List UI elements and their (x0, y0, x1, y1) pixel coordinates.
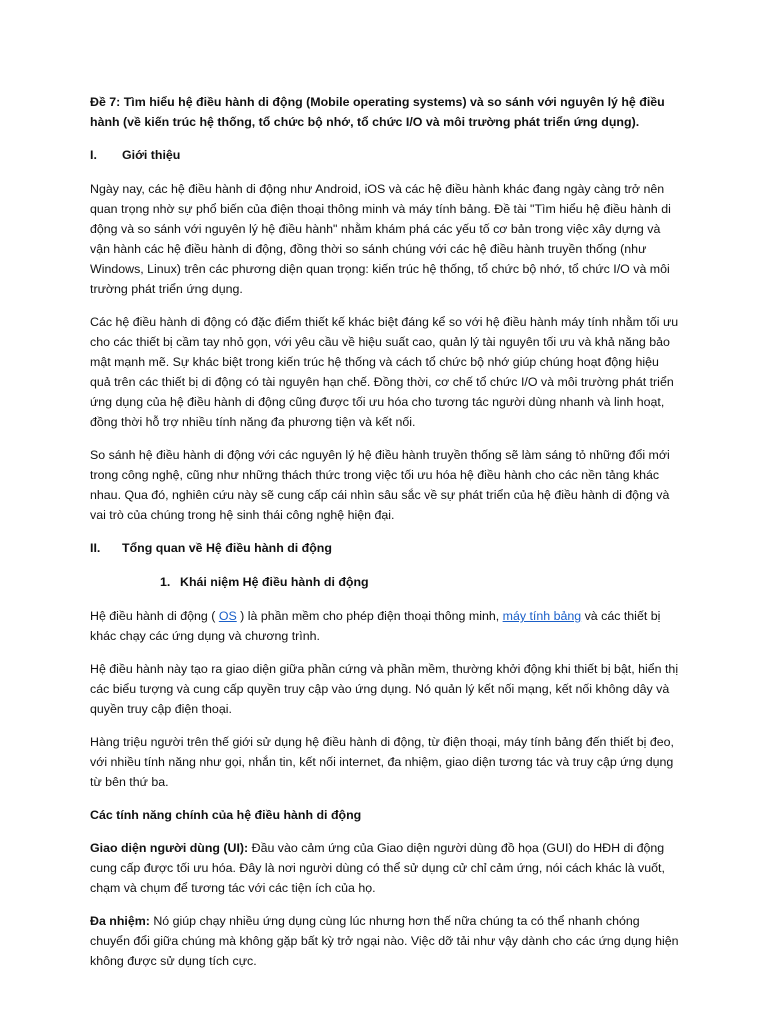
feature-text: Nó giúp chạy nhiều ứng dụng cùng lúc nhưng hơn thế nữa chúng ta có thể nhanh chóng chuyển đổi giữa chúng mà không gặp bất kỳ trở ngại nào. Việc dỡ tải như vậy dành cho các ứng dụng hiện không được sử dụng tích cực. (90, 914, 679, 968)
feature-paragraph (90, 911, 680, 971)
document-title: Đề 7: Tìm hiểu hệ điều hành di động (Mobile operating systems) và so sánh với nguyên lý hệ điều hành (về kiến trúc hệ thống, tổ chức bộ nhớ, tổ chức I/O và môi trường phát triển ứng dụng). (90, 95, 665, 129)
section-number: I. (90, 148, 97, 162)
intro-paragraph: Các hệ điều hành di động có đặc điểm thiết kế khác biệt đáng kể so với hệ điều hành máy tính nhằm tối ưu cho các thiết bị cầm tay nhỏ gọn, với yêu cầu về hiệu suất cao, quản lý tài nguyên tối ưu và khả năng bảo mật mạnh mẽ. Sự khác biệt trong kiến trúc hệ thống và cách tổ chức bộ nhớ giúp chúng hoạt động hiệu quả trên các thiết bị di động có tài nguyên hạn chế. Đồng thời, cơ chế tổ chức I/O và môi trường phát triển ứng dụng của hệ điều hành di động cũng được tối ưu hóa cho tương tác người dùng nhanh và linh hoạt, đồng thời hỗ trợ nhiều tính năng đa phương tiện và kết nối. (90, 315, 679, 429)
overview-paragraph: Hệ điều hành này tạo ra giao diện giữa phần cứng và phần mềm, thường khởi động khi thiết bị bật, hiển thị các biểu tượng và cung cấp quyền truy cập vào ứng dụng. Nó quản lý kết nối mạng, kết nối không dây và quyền truy cập điện thoại. (90, 662, 679, 716)
overview-paragraph: Hàng triệu người trên thế giới sử dụng hệ điều hành di động, từ điện thoại, máy tính bảng đến thiết bị đeo, với nhiều tính năng như gọi, nhắn tin, kết nối internet, đa nhiệm, giao diện tương tác và truy cập ứng dụng từ bên thứ ba. (90, 735, 674, 789)
section-heading-intro (90, 145, 680, 165)
section-title: Tổng quan về Hệ điều hành di động (122, 541, 332, 555)
feature-text: Đầu vào cảm ứng của Giao diện người dùng đồ họa (GUI) do HĐH di động cung cấp được tối ưu hóa. Đây là nơi người dùng có thể sử dụng cử chỉ cảm ứng, nói cách khác là vuốt, chạm và chụm để tương tác với các tiện ích của họ. (90, 841, 665, 895)
definition-paragraph (90, 606, 680, 646)
intro-paragraph: Ngày nay, các hệ điều hành di động như Android, iOS và các hệ điều hành khác đang ngày càng trở nên quan trọng nhờ sự phổ biến của điện thoại thông minh và máy tính bảng. Đề tài "Tìm hiểu hệ điều hành di động và so sánh với nguyên lý hệ điều hành" nhằm khám phá các yếu tố cơ bản trong việc xây dựng và vận hành các hệ điều hành di động, đồng thời so sánh chúng với các hệ điều hành truyền thống (như Windows, Linux) trên các phương diện quan trọng: kiến trúc hệ thống, tổ chức bộ nhớ, tổ chức I/O và môi trường phát triển ứng dụng. (90, 182, 671, 296)
subsection-title: Khái niệm Hệ điều hành di động (180, 575, 369, 589)
os-link[interactable]: OS (218, 609, 237, 623)
features-heading: Các tính năng chính của hệ điều hành di động (90, 808, 362, 822)
tablet-link[interactable]: máy tính bảng (502, 609, 582, 623)
definition-text: Hệ điều hành di động ( (90, 609, 219, 623)
subsection-number: 1. (160, 575, 171, 589)
section-number: II. (90, 541, 101, 555)
section-title: Giới thiệu (122, 148, 181, 162)
feature-label: Giao diện người dùng (UI): (90, 841, 249, 855)
section-heading-overview (90, 538, 680, 558)
feature-label: Đa nhiệm: (90, 914, 150, 928)
intro-paragraph: So sánh hệ điều hành di động với các nguyên lý hệ điều hành truyền thống sẽ làm sáng tỏ những đổi mới trong công nghệ, cũng như những thách thức trong việc tối ưu hóa hệ điều hành cho các nền tảng khác nhau. Qua đó, nghiên cứu này sẽ cung cấp cái nhìn sâu sắc về sự phát triển của hệ điều hành di động và vai trò của chúng trong hệ sinh thái công nghệ hiện đại. (90, 448, 670, 522)
definition-text: ) là phần mềm cho phép điện thoại thông minh, (236, 609, 503, 623)
feature-paragraph (90, 838, 680, 898)
subsection-heading-concept (90, 572, 680, 592)
definition-text: và các thiết bị khác chạy các ứng dụng và chương trình. (90, 609, 661, 643)
